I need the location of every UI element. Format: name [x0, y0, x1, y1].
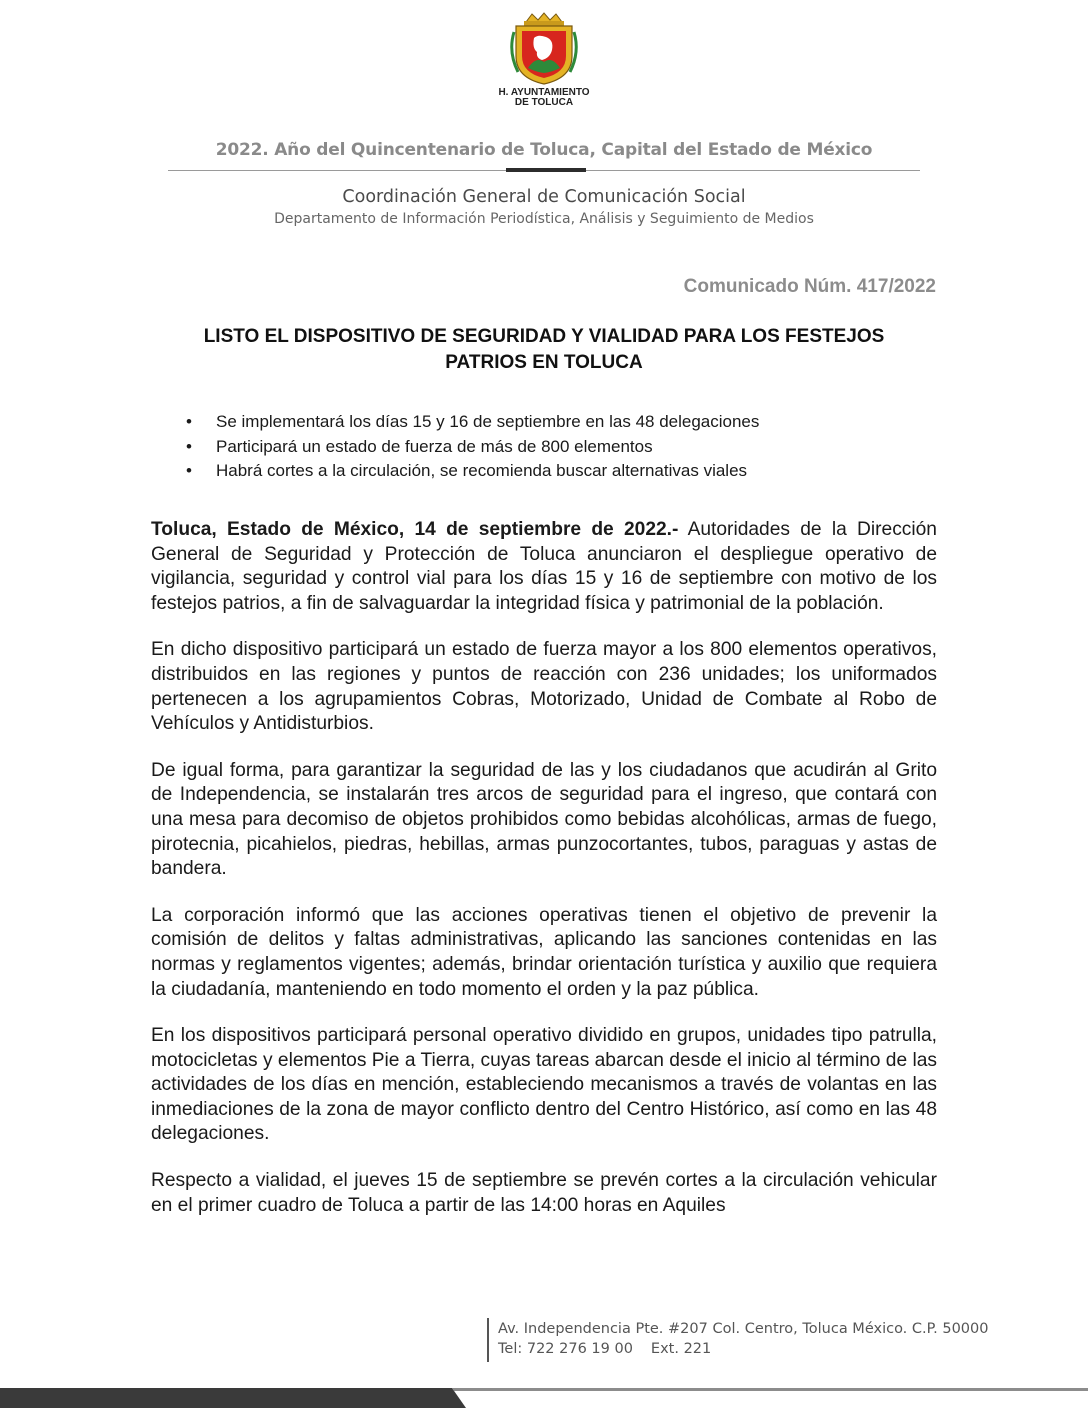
- toluca-shield-icon: [504, 12, 584, 86]
- bullet-item: [186, 459, 946, 484]
- title-line-2: PATRIOS EN TOLUCA: [445, 352, 643, 373]
- bullet-item: [186, 435, 946, 460]
- bottom-decorative-band: [0, 1386, 1088, 1408]
- body-paragraph-6: Respecto a vialidad, el jueves 15 de septiembre se prevén cortes a la circulación vehicular en el primer cuadro de Toluca a partir de las 14:00 horas en Aquiles: [151, 1170, 937, 1216]
- footer-tel: Tel: 722 276 19 00: [498, 1341, 633, 1357]
- body-paragraph-5: En los dispositivos participará personal operativo dividido en grupos, unidades tipo patrulla, motocicletas y elementos Pie a Tierra, cuyas tareas abarcan desde el inicio al término de las actividades de los días en mención, estableciendo mecanismos a través de volantas en las inmediaciones de la zona de mayor conflicto dentro del Centro Histórico, así como en las 48 delegaciones.: [151, 1025, 938, 1145]
- document-title: [150, 324, 938, 376]
- bullet-icon: •: [186, 461, 192, 480]
- summary-bullets: [186, 410, 946, 484]
- title-line-1: LISTO EL DISPOSITIVO DE SEGURIDAD Y VIALIDAD PARA LOS FESTEJOS: [203, 326, 885, 347]
- logo-caption-line1: H. AYUNTAMIENTO: [498, 87, 590, 98]
- body-paragraph-3: De igual forma, para garantizar la seguridad de las y los ciudadanos que acudirán al Grito de Independencia, se instalarán tres arcos de seguridad para el ingreso, que contará con una mesa para decomiso de objetos prohibidos como bebidas alcohólicas, armas de fuego, pirotecnia, picahielos, piedras, hebillas, armas punzocortantes, tubos, paraguas y astas de bandera.: [151, 759, 937, 880]
- footer-phone: [498, 1341, 711, 1357]
- body-paragraph-2: En dicho dispositivo participará un estado de fuerza mayor a los 800 elementos operativos, distribuidos en las regiones y puntos de reacción con 236 unidades; los uniformados pertenecen a los agrupamientos Cobras, Motorizado, Unidad de Combate al Robo de Vehículos y Antidisturbios.: [151, 639, 937, 735]
- bullet-text: Habrá cortes a la circulación, se recomienda buscar alternativas viales: [216, 461, 748, 480]
- paragraph-1-text: Autoridades de la Dirección General de Seguridad y Protección de Toluca anunciaron el despliegue operativo de vigilancia, seguridad y control vial para los días 15 y 16 de septiembre con motivo de los festejos patrios, a fin de salvaguardar la integridad física y patrimonial de la población.: [151, 519, 937, 614]
- communique-number: Comunicado Núm. 417/2022: [683, 276, 936, 297]
- coordination-heading: Coordinación General de Comunicación Social: [342, 187, 746, 207]
- footer-address: Av. Independencia Pte. #207 Col. Centro, Toluca México. C.P. 50000: [498, 1321, 989, 1337]
- bullet-text: Participará un estado de fuerza de más de 800 elementos: [216, 436, 653, 456]
- logo-caption-line2: DE TOLUCA: [514, 97, 574, 108]
- body-paragraph-4: La corporación informó que las acciones operativas tienen el objetivo de prevenir la comisión de delitos y faltas administrativas, aplicando las sanciones contenidas en las normas y reglamentos vigentes; además, brindar orientación turística y auxilio que requiera la ciudadanía, manteniendo en todo momento el orden y la paz pública.: [151, 904, 937, 1000]
- municipal-logo: [488, 12, 600, 120]
- footer-divider: [487, 1318, 489, 1362]
- dateline: Toluca, Estado de México, 14 de septiembre de 2022.-: [151, 519, 679, 540]
- header-divider-accent: [506, 168, 586, 172]
- bullet-icon: •: [186, 412, 192, 431]
- year-motto: 2022. Año del Quincentenario de Toluca, Capital del Estado de México: [215, 140, 873, 160]
- body-paragraph-1: [151, 518, 937, 616]
- document-body: [151, 518, 937, 1240]
- footer-ext: Ext. 221: [650, 1341, 712, 1357]
- bullet-item: [186, 410, 946, 435]
- bullet-icon: •: [186, 436, 192, 456]
- bullet-text: Se implementará los días 15 y 16 de septiembre en las 48 delegaciones: [216, 412, 760, 431]
- department-subheading: Departamento de Información Periodística, Análisis y Seguimiento de Medios: [274, 211, 814, 227]
